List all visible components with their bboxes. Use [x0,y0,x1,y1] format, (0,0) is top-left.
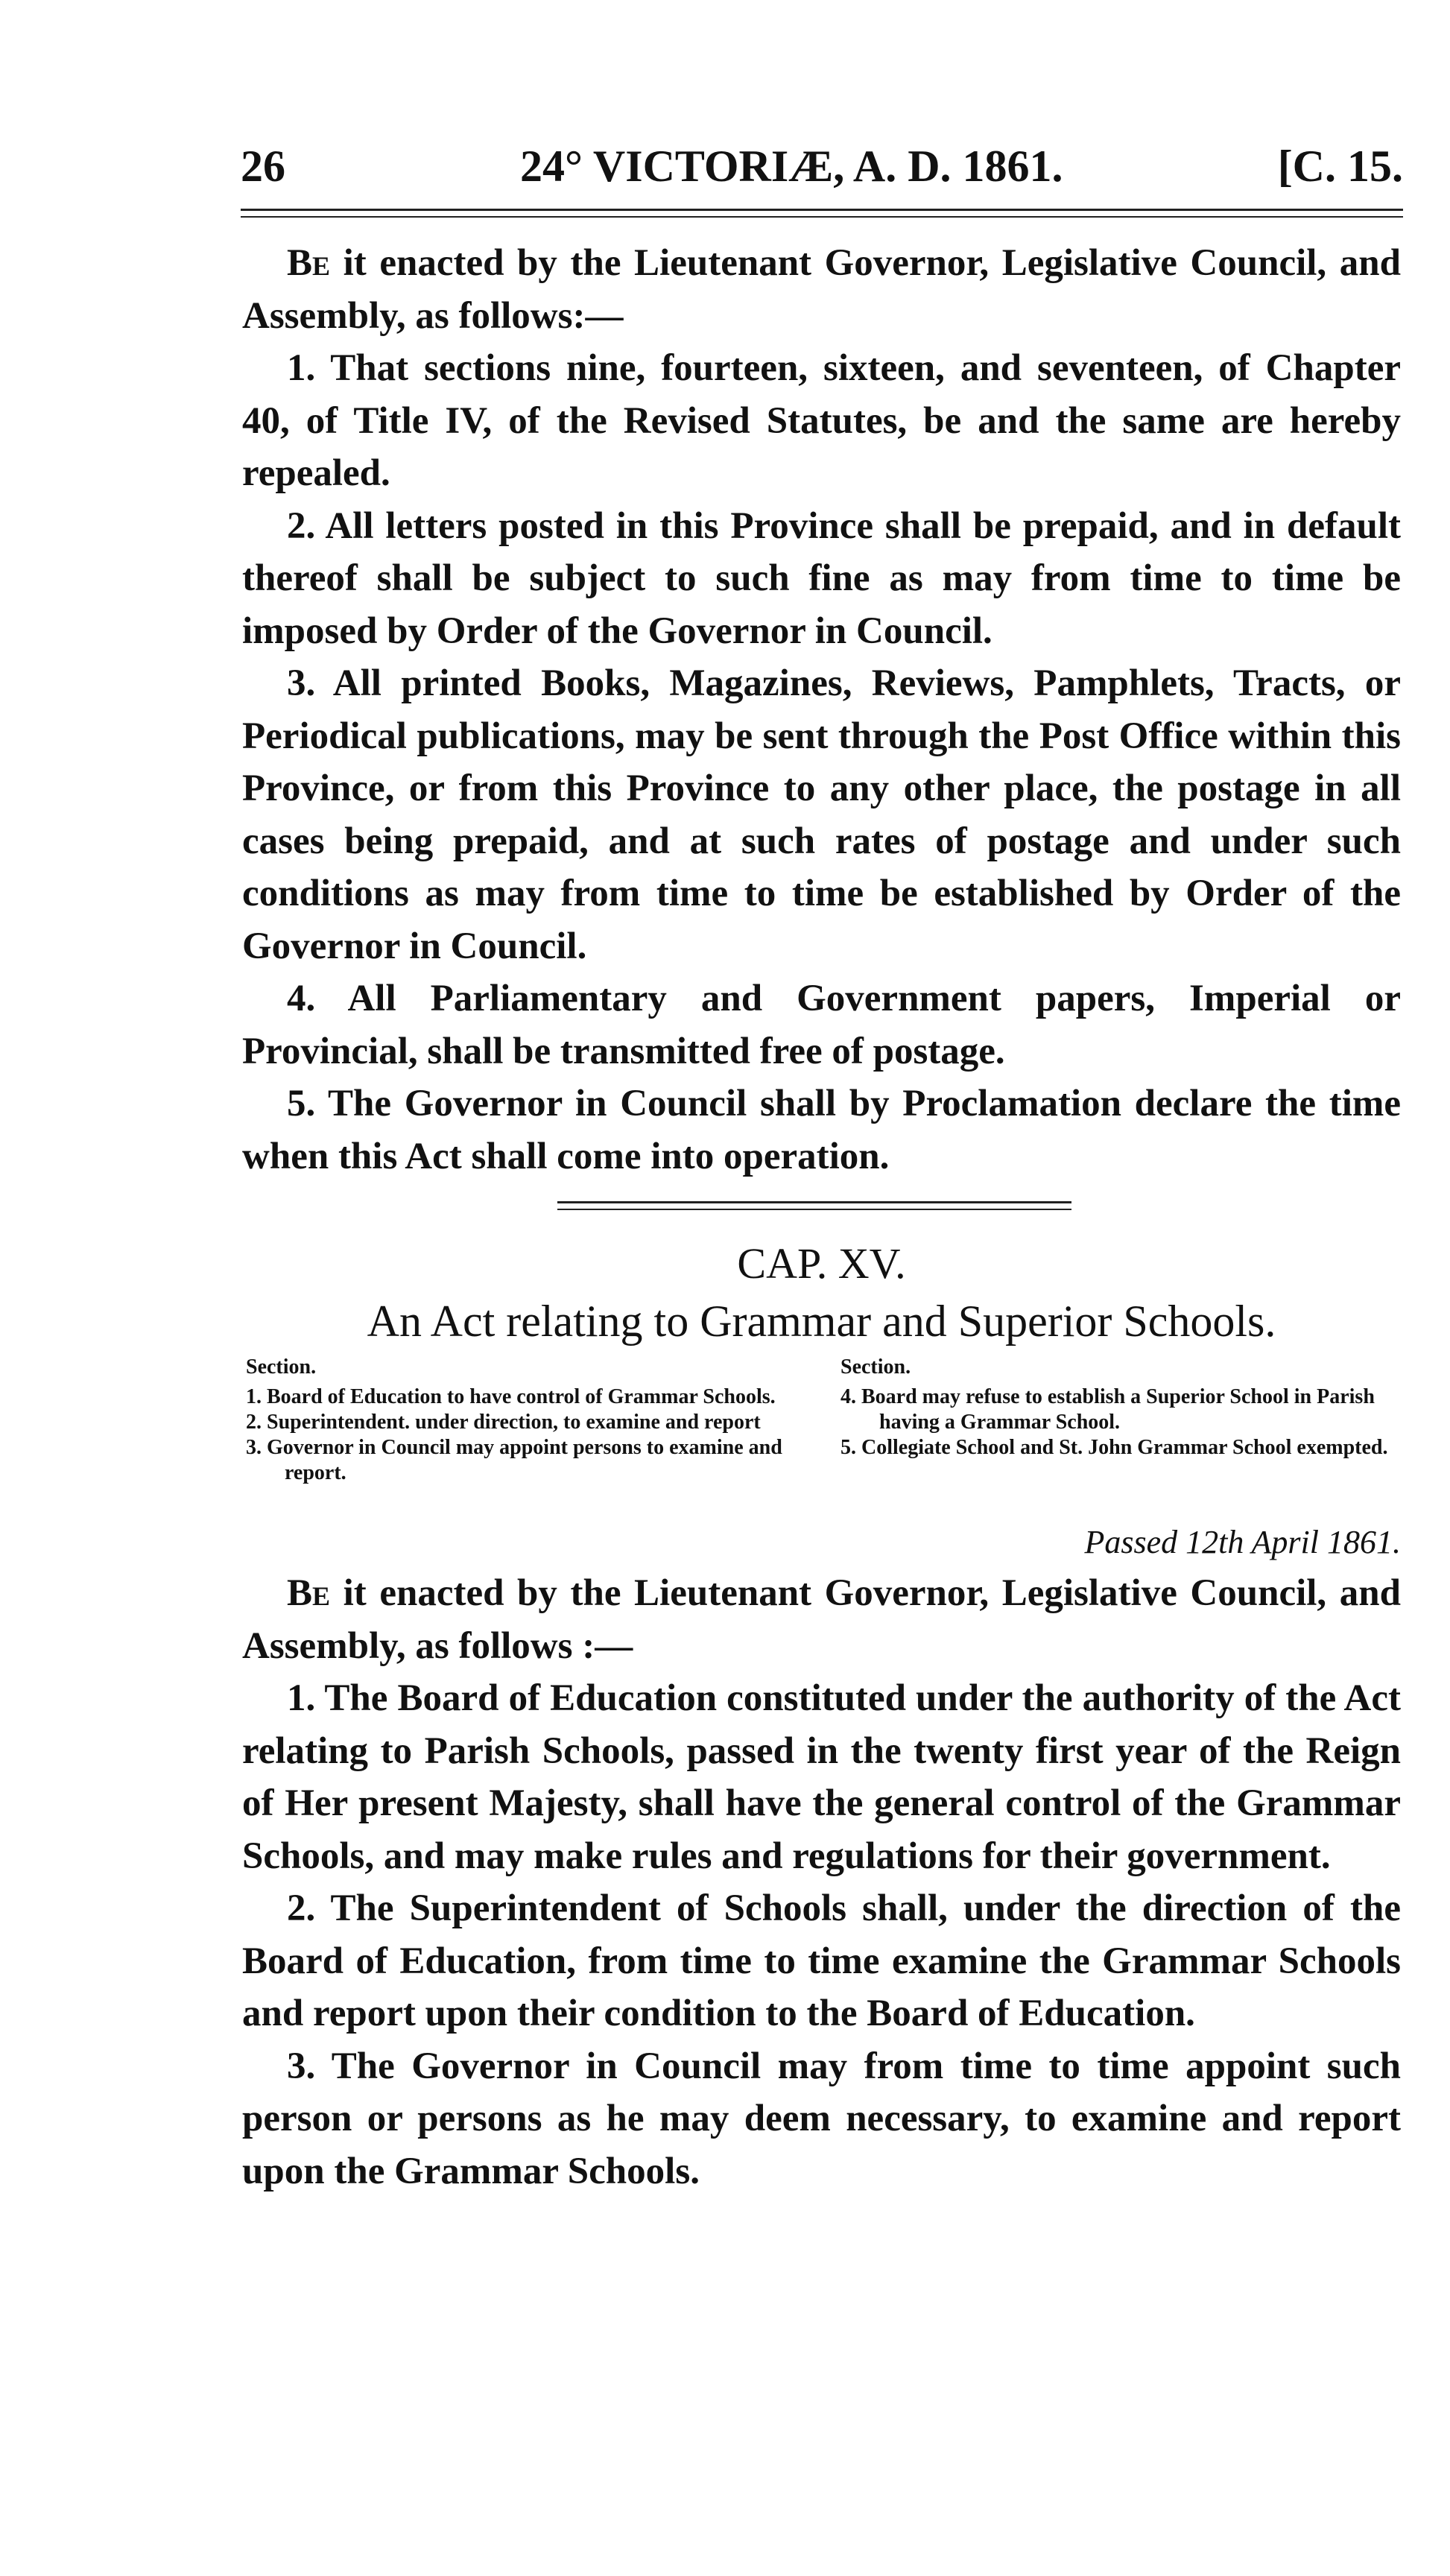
synopsis-left [246,1355,827,1486]
running-title: 24° VICTORIÆ, A. D. 1861. [520,142,1063,191]
synopsis-item: 4. Board may refuse to establish a Superior School in Parish having a Grammar School. [840,1385,1375,1434]
act-divider-top [557,1201,1071,1203]
passed-date: Passed 12th April 1861. [1084,1524,1401,1560]
enacting-clause [242,1567,1401,1672]
act-divider-bottom [557,1209,1071,1210]
chapter-number: CAP. XV. [737,1239,906,1288]
page-number: 26 [241,142,285,191]
section-4: 4. All Parliamentary and Government papers, Imperial or Provincial, shall be transmitted free of postage. [242,978,1401,1072]
header-rule-bottom [241,216,1403,218]
synopsis-right-heading: Section. [840,1355,911,1379]
act-text [242,1567,1401,2197]
synopsis-item: 3. Governor in Council may appoint persons to examine and report. [246,1436,782,1484]
section-1: 1. The Board of Education constituted under the authority of the Act relating to Parish Schools, passed in the twenty first year of the Reign of Her present Majesty, shall have the general control of the Grammar Schools, and may make rules and regulations for their government. [242,1677,1401,1877]
page-header [241,133,1403,200]
header-rule-top [241,209,1403,211]
synopsis-item: 1. Board of Education to have control of Grammar Schools. [246,1385,776,1408]
enacting-clause-first-word: Be [287,1572,331,1614]
synopsis-item: 5. Collegiate School and St. John Grammar School exempted. [840,1436,1388,1459]
section-1: 1. That sections nine, fourteen, sixteen, and seventeen, of Chapter 40, of Title IV, of the Revised Statutes, be and the same are hereby repealed. [242,347,1401,494]
synopsis-left-heading: Section. [246,1355,317,1379]
enacting-clause [242,237,1401,342]
act-title: An Act relating to Grammar and Superior Schools. [367,1297,1276,1346]
previous-act-text [242,237,1401,1183]
section-3: 3. All printed Books, Magazines, Reviews, Pamphlets, Tracts, or Periodical publications, may be sent through the Post Office within this Province, or from this Province to any other place, the postage in all cases being prepaid, and at such rates of postage and under such conditions as may from time to time be established by Order of the Governor in Council. [242,662,1401,967]
enacting-clause-text: it enacted by the Lieutenant Governor, Legislative Council, and Assembly, as follows :— [242,1572,1401,1667]
section-3: 3. The Governor in Council may from time to time appoint such person or persons as he may deem necessary, to examine and report upon the Grammar Schools. [242,2045,1401,2192]
section-2: 2. The Superintendent of Schools shall, under the direction of the Board of Education, from time to time examine the Grammar Schools and report upon their condition to the Board of Education. [242,1887,1401,2034]
section-5: 5. The Governor in Council shall by Proclamation declare the time when this Act shall come into operation. [242,1083,1401,1177]
chapter-reference: [C. 15. [1277,142,1403,191]
enacting-clause-text: it enacted by the Lieutenant Governor, Legislative Council, and Assembly, as follows:— [242,242,1401,337]
enacting-clause-first-word: Be [287,242,331,284]
synopsis-item: 2. Superintendent. under direction, to examine and report [246,1411,761,1434]
synopsis-right [840,1355,1407,1461]
section-2: 2. All letters posted in this Province shall be prepaid, and in default thereof shall be subject to such fine as may from time to time be imposed by Order of the Governor in Council. [242,504,1401,652]
